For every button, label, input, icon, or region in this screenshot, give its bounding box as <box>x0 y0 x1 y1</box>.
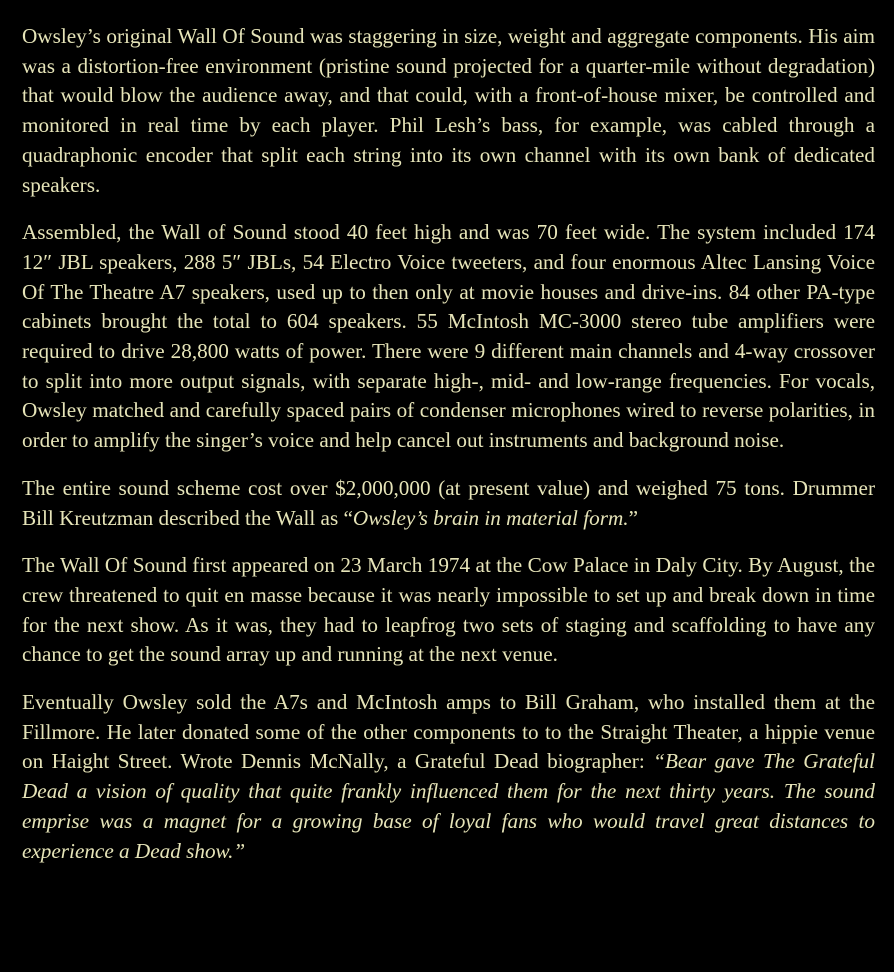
paragraph-4 <box>22 551 875 670</box>
paragraph-1 <box>22 22 875 200</box>
paragraph-3 <box>22 474 875 533</box>
paragraph-5-text: Eventually Owsley sold the A7s and McIntosh amps to Bill Graham, who installed them at the Fillmore. He later donated some of the other components to to the Straight Theater, a hippie venue on Haight Street. Wrote Dennis McNally, a Grateful Dead biographer: <box>22 690 875 774</box>
paragraph-4-text: The Wall Of Sound first appeared on 23 March 1974 at the Cow Palace in Daly City. By August, the crew threatened to quit en masse because it was nearly impossible to set up and break down in time for the next show. As it was, they had to leapfrog two sets of staging and scaffolding to have any chance to get the sound array up and running at the next venue. <box>22 553 875 667</box>
paragraph-1-text: Owsley’s original Wall Of Sound was staggering in size, weight and aggregate components. His aim was a distortion-free environment (pristine sound projected for a quarter-mile without degradation) that would blow the audience away, and that could, with a front-of-house mixer, be controlled and monitored in real time by each player. Phil Lesh’s bass, for example, was cabled through a quadraphonic encoder that split each string into its own channel with its own bank of dedicated speakers. <box>22 24 875 197</box>
paragraph-2-text: Assembled, the Wall of Sound stood 40 feet high and was 70 feet wide. The system included 174 12″ JBL speakers, 288 5″ JBLs, 54 Electro Voice tweeters, and four enormous Altec Lansing Voice Of The Theatre A7 speakers, used up to then only at movie houses and drive-ins. 84 other PA-type cabinets brought the total to 604 speakers. 55 McIntosh MC-3000 stereo tube amplifiers were required to drive 28,800 watts of power. There were 9 different main channels and 4-way crossover to split into more output signals, with separate high-, mid- and low-range frequencies. For vocals, Owsley matched and carefully spaced pairs of condenser microphones wired to reverse polarities, in order to amplify the singer’s voice and help cancel out instruments and background noise. <box>22 220 875 453</box>
paragraph-5-quote: “Bear gave The Grateful Dead a vision of quality that quite frankly influenced them for the next thirty years. The sound emprise was a magnet for a growing base of loyal fans who would travel great distances to experience a Dead show.” <box>22 749 875 863</box>
article-body <box>22 22 875 866</box>
paragraph-3-quote: Owsley’s brain in material form. <box>352 505 629 530</box>
paragraph-2 <box>22 218 875 456</box>
paragraph-5 <box>22 688 875 866</box>
paragraph-3-closing-quote: ” <box>628 505 638 530</box>
paragraph-3-text: The entire sound scheme cost over $2,000,000 (at present value) and weighed 75 tons. Drummer Bill Kreutzman described the Wall as “ <box>22 475 875 530</box>
